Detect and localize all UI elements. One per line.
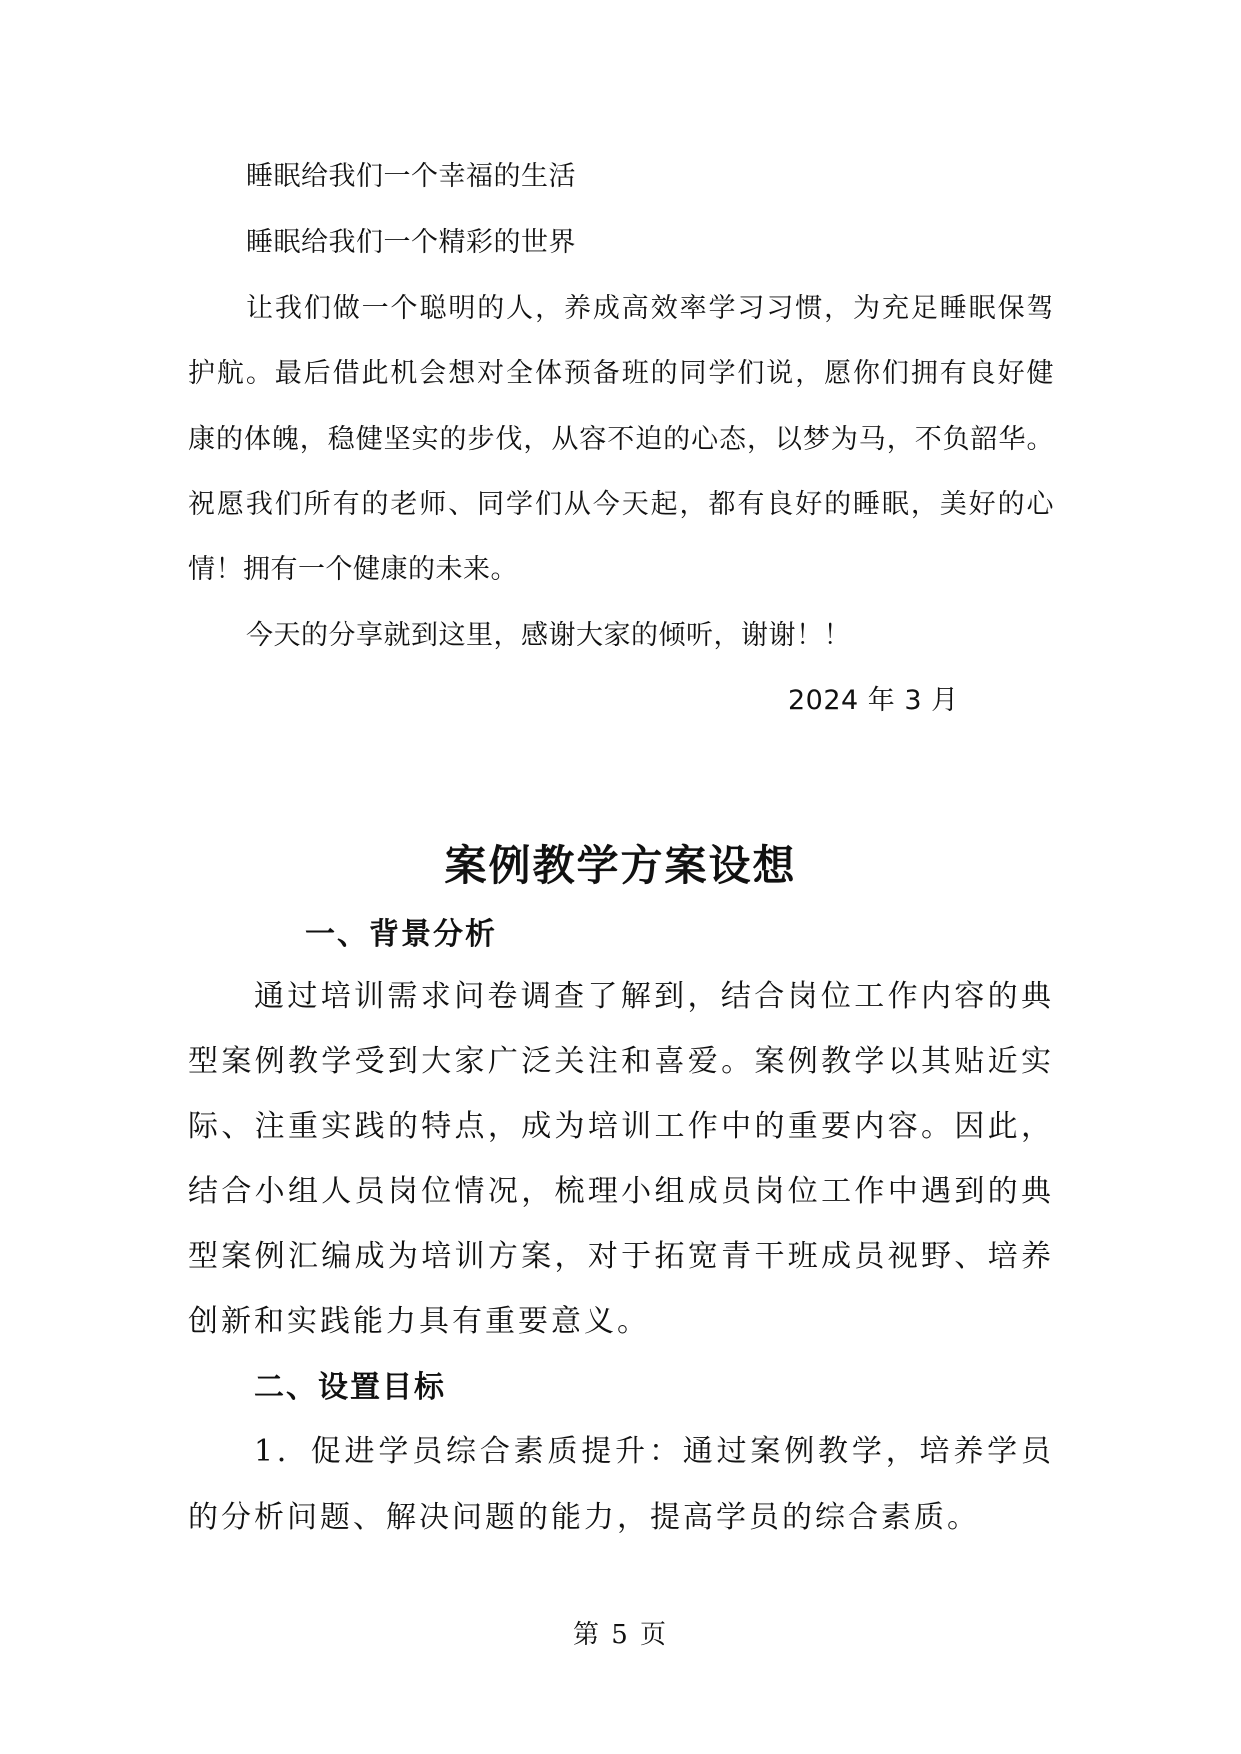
speech-line-1: 睡眠给我们一个幸福的生活: [246, 161, 576, 192]
speech-date: 2024 年 3 月: [788, 685, 959, 716]
speech-paragraph-line: 祝愿我们所有的老师、同学们从今天起，都有良好的睡眠，美好的心: [188, 489, 1054, 520]
speech-line-2: 睡眠给我们一个精彩的世界: [246, 227, 576, 258]
speech-paragraph-line: 让我们做一个聪明的人，养成高效率学习习惯，为充足睡眠保驾: [246, 293, 1054, 324]
section1-text-line: 结合小组人员岗位情况，梳理小组成员岗位工作中遇到的典: [188, 1174, 1054, 1209]
section1-text-line: 型案例教学受到大家广泛关注和喜爱。案例教学以其贴近实: [188, 1044, 1054, 1079]
speech-paragraph-line: 护航。最后借此机会想对全体预备班的同学们说，愿你们拥有良好健: [188, 358, 1054, 389]
section1-text-line: 创新和实践能力具有重要意义。: [188, 1304, 650, 1339]
section2-text-line: 的分析问题、解决问题的能力，提高学员的综合素质。: [188, 1500, 980, 1535]
speech-closing: 今天的分享就到这里，感谢大家的倾听，谢谢！！: [246, 620, 851, 651]
section-heading-background: 一、背景分析: [305, 917, 497, 952]
section-heading-goals: 二、设置目标: [254, 1370, 446, 1405]
speech-paragraph-line: 情！拥有一个健康的未来。: [188, 554, 518, 585]
page-number: 第 5 页: [572, 1620, 669, 1650]
section1-text-line: 际、注重实践的特点，成为培训工作中的重要内容。因此，: [188, 1109, 1054, 1144]
page-title: 案例教学方案设想: [444, 841, 797, 890]
speech-paragraph-line: 康的体魄，稳健坚实的步伐，从容不迫的心态，以梦为马，不负韶华。: [188, 424, 1054, 455]
section1-text-line: 通过培训需求问卷调查了解到，结合岗位工作内容的典: [254, 979, 1054, 1014]
section1-text-line: 型案例汇编成为培训方案，对于拓宽青干班成员视野、培养: [188, 1239, 1054, 1274]
section2-text-line: 1．促进学员综合素质提升：通过案例教学，培养学员: [254, 1434, 1054, 1469]
